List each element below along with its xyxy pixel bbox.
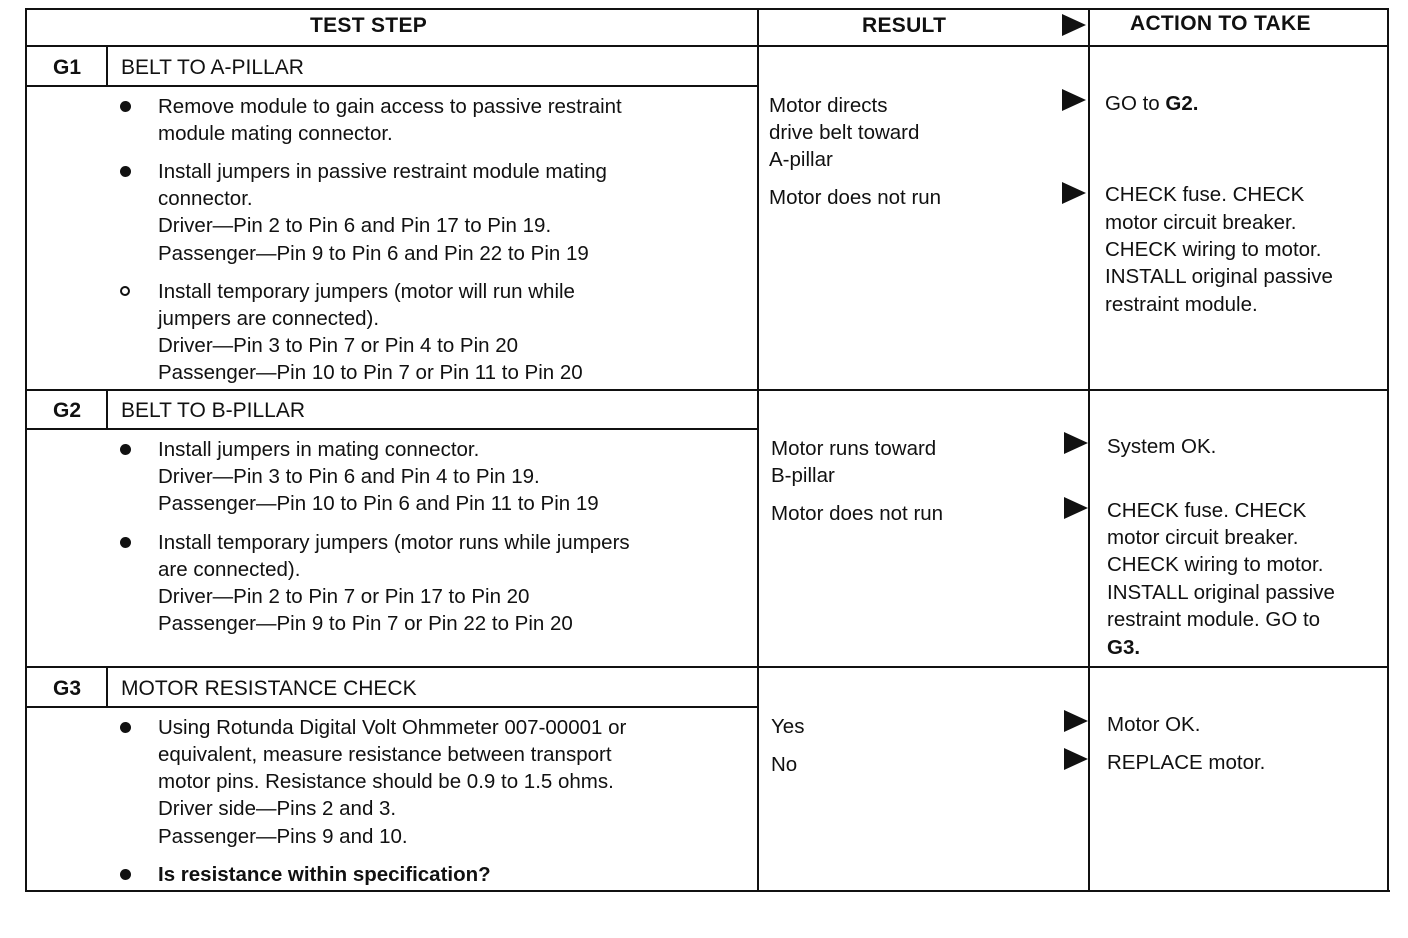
step-id-g3: G3 [52, 677, 81, 700]
g1-b2-line1: Install jumpers in passive restraint module mating [158, 160, 607, 183]
arrow-icon [1064, 432, 1088, 454]
header-arrow-icon [1062, 14, 1086, 36]
g1-b3-line3: Driver—Pin 3 to Pin 7 or Pin 4 to Pin 20 [158, 334, 519, 357]
g2-g3-separator [25, 666, 1389, 668]
bullet-icon [120, 101, 131, 112]
g2-b2-line3: Driver—Pin 2 to Pin 7 or Pin 17 to Pin 20 [158, 585, 530, 608]
g1-b1-line2: module mating connector. [158, 122, 393, 145]
g3-result2: No [771, 753, 798, 776]
bullet-icon [120, 869, 131, 880]
g1-result1-line3: A-pillar [769, 148, 833, 171]
arrow-icon [1062, 182, 1086, 204]
g2-b1-line2: Driver—Pin 3 to Pin 6 and Pin 4 to Pin 19. [158, 465, 540, 488]
arrow-icon [1064, 748, 1088, 770]
g3-b2-line1: Is resistance within specification? [158, 863, 491, 886]
bullet-icon [120, 444, 131, 455]
g1-action2-line5: restraint module. [1105, 293, 1258, 316]
g1-b2-line3: Driver—Pin 2 to Pin 6 and Pin 17 to Pin 19. [158, 214, 552, 237]
g1-id-divider [106, 45, 108, 86]
arrow-icon [1062, 89, 1086, 111]
g1-b3-line2: jumpers are connected). [158, 307, 380, 330]
g3-b1-line4: Driver side—Pins 2 and 3. [158, 797, 397, 820]
g1-result1-line1: Motor directs [769, 94, 888, 117]
header-test-step: TEST STEP [310, 14, 428, 37]
g3-b1-line2: equivalent, measure resistance between transport [158, 743, 612, 766]
step-title-g2: BELT TO B-PILLAR [121, 399, 306, 422]
column-divider-action [1088, 8, 1090, 892]
arrow-icon [1064, 497, 1088, 519]
g3-id-divider [106, 666, 108, 708]
g3-result1: Yes [771, 715, 805, 738]
g1-action2-line2: motor circuit breaker. [1105, 211, 1297, 234]
column-divider-result [757, 8, 759, 892]
g3-action1: Motor OK. [1107, 713, 1201, 736]
g2-id-divider [106, 389, 108, 430]
g1-b3-line4: Passenger—Pin 10 to Pin 7 or Pin 11 to Pin 20 [158, 361, 583, 384]
g1-g2-separator [25, 389, 1389, 391]
g1-action1: GO to G2. [1105, 92, 1199, 115]
step-title-g3: MOTOR RESISTANCE CHECK [121, 677, 417, 700]
g1-b1-line1: Remove module to gain access to passive restraint [158, 95, 622, 118]
g2-action2-line5: restraint module. GO to [1107, 608, 1321, 631]
header-bottom-border [25, 45, 1389, 47]
g3-action2: REPLACE motor. [1107, 751, 1266, 774]
step-title-g1: BELT TO A-PILLAR [121, 56, 304, 79]
g1-b2-line4: Passenger—Pin 9 to Pin 6 and Pin 22 to Pin 19 [158, 242, 589, 265]
g3-b1-line1: Using Rotunda Digital Volt Ohmmeter 007-00001 or [158, 716, 627, 739]
bullet-icon [120, 166, 131, 177]
table-top-border [25, 8, 1389, 10]
g2-title-bottom [25, 428, 757, 430]
arrow-icon [1064, 710, 1088, 732]
bullet-icon [120, 537, 131, 548]
g2-result1-line2: B-pillar [771, 464, 835, 487]
g1-result2-line1: Motor does not run [769, 186, 942, 209]
g3-b1-line3: motor pins. Resistance should be 0.9 to 1.5 ohms. [158, 770, 614, 793]
table-bottom-border [25, 890, 1390, 892]
g2-result1-line1: Motor runs toward [771, 437, 937, 460]
g2-action1: System OK. [1107, 435, 1217, 458]
bullet-icon [120, 722, 131, 733]
g2-action2-line1: CHECK fuse. CHECK [1107, 499, 1307, 522]
g1-title-bottom [25, 85, 757, 87]
g1-action2-line4: INSTALL original passive [1105, 265, 1333, 288]
g3-title-bottom [25, 706, 757, 708]
g3-b1-line5: Passenger—Pins 9 and 10. [158, 825, 408, 848]
g1-result1-line2: drive belt toward [769, 121, 920, 144]
table-right-border [1387, 8, 1389, 892]
g1-action2-line1: CHECK fuse. CHECK [1105, 183, 1305, 206]
g1-b3-line1: Install temporary jumpers (motor will run while [158, 280, 575, 303]
g2-b1-line3: Passenger—Pin 10 to Pin 6 and Pin 11 to Pin 19 [158, 492, 599, 515]
step-id-g2: G2 [52, 399, 81, 422]
g2-b2-line1: Install temporary jumpers (motor runs while jumpers [158, 531, 630, 554]
bullet-hollow-icon [120, 286, 130, 296]
g2-action2-line2: motor circuit breaker. [1107, 526, 1299, 549]
g2-action2-line3: CHECK wiring to motor. [1107, 553, 1324, 576]
g2-b2-line2: are connected). [158, 558, 301, 581]
g1-b2-line2: connector. [158, 187, 253, 210]
step-id-g1: G1 [52, 56, 81, 79]
g2-b1-line1: Install jumpers in mating connector. [158, 438, 480, 461]
g2-result2-line1: Motor does not run [771, 502, 944, 525]
g2-b2-line4: Passenger—Pin 9 to Pin 7 or Pin 22 to Pin 20 [158, 612, 573, 635]
header-result: RESULT [862, 14, 947, 37]
g2-action2-line6: G3. [1107, 636, 1141, 659]
table-left-border [25, 8, 27, 892]
g1-action2-line3: CHECK wiring to motor. [1105, 238, 1322, 261]
header-action: ACTION TO TAKE [1130, 12, 1311, 35]
g2-action2-line4: INSTALL original passive [1107, 581, 1335, 604]
